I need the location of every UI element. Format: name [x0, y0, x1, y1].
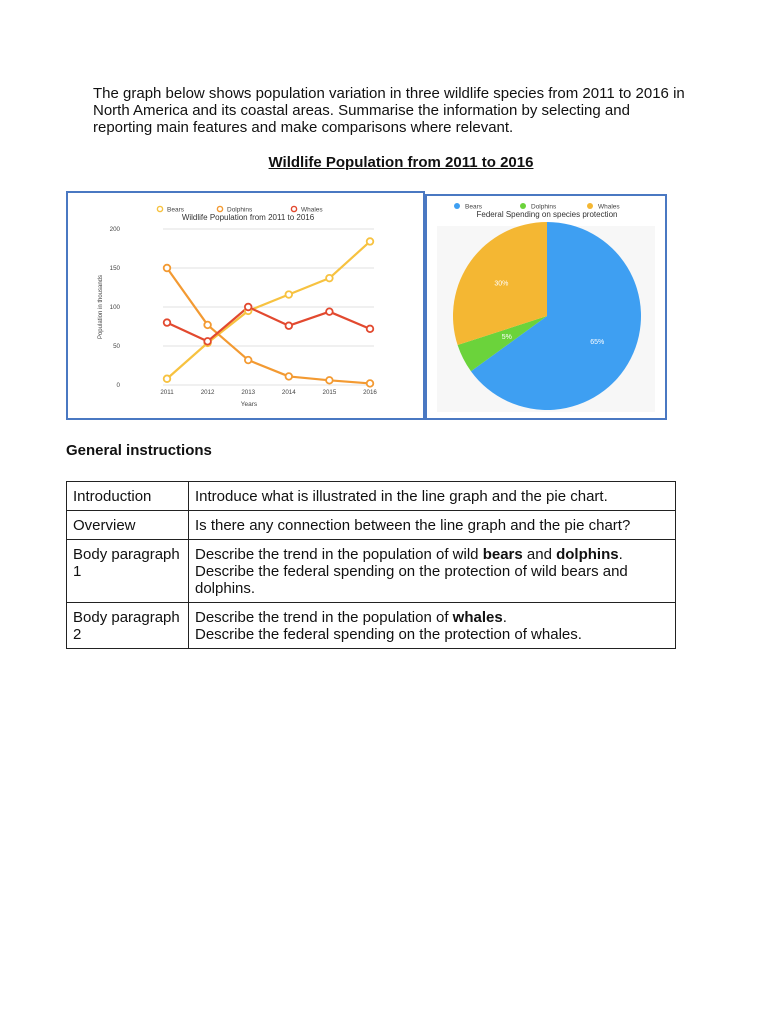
- text-run: Describe the trend in the population of wild: [195, 546, 483, 563]
- table-row: [67, 511, 676, 540]
- text-run: Describe the federal spending on the protection of wild bears and dolphins.: [195, 563, 628, 597]
- section-heading: General instructions: [66, 442, 212, 459]
- description-line: [195, 488, 669, 505]
- text-run: Is there any connection between the line graph and the pie chart?: [195, 517, 631, 534]
- data-point-bears: [326, 275, 333, 282]
- row-description: [189, 540, 676, 603]
- text-run: .: [618, 546, 623, 563]
- y-tick-label: 50: [113, 343, 120, 351]
- y-axis-label: Population in thousands: [98, 274, 104, 340]
- data-point-whales: [326, 308, 333, 315]
- legend-label-whales: Whales: [598, 203, 620, 211]
- text-run: Describe the trend in the population of: [195, 609, 453, 626]
- description-line: [195, 609, 669, 626]
- data-point-dolphins: [286, 373, 293, 380]
- data-point-whales: [245, 304, 252, 311]
- y-tick-label: 0: [116, 382, 120, 390]
- legend-label-bears: Bears: [465, 203, 482, 211]
- y-tick-label: 200: [109, 226, 120, 234]
- emphasis-text: bears: [482, 546, 523, 563]
- line-chart-title: Wildlife Population from 2011 to 2016: [181, 213, 315, 222]
- x-tick-label: 2015: [322, 389, 337, 396]
- legend-marker-dolphins: [217, 206, 222, 211]
- legend-marker-dolphins: [520, 203, 526, 209]
- legend-label-bears: Bears: [167, 206, 184, 214]
- pie-slice-label: 65%: [590, 339, 605, 347]
- legend-marker-bears: [454, 203, 460, 209]
- data-point-bears: [367, 238, 374, 245]
- x-axis-label: Years: [240, 401, 258, 408]
- legend-marker-whales: [291, 206, 296, 211]
- row-label: Body paragraph 2: [67, 603, 189, 649]
- text-run: Describe the federal spending on the protection of whales.: [195, 626, 582, 643]
- document-title: Wildlife Population from 2011 to 2016: [268, 154, 534, 171]
- pie-chart-title: Federal Spending on species protection: [476, 210, 618, 219]
- x-tick-label: 2014: [281, 389, 296, 396]
- legend-marker-bears: [157, 206, 162, 211]
- table-row: [67, 540, 676, 603]
- series-line-dolphins: [167, 268, 370, 383]
- x-tick-label: 2016: [363, 389, 377, 396]
- data-point-whales: [204, 338, 211, 345]
- x-tick-label: 2012: [200, 389, 215, 396]
- data-point-bears: [164, 375, 171, 382]
- emphasis-text: dolphins: [556, 546, 619, 563]
- row-description: [189, 511, 676, 540]
- description-line: [195, 517, 669, 534]
- instructions-table: [66, 481, 676, 649]
- description-line: [195, 563, 669, 597]
- description-line: [195, 546, 669, 563]
- row-label: Overview: [67, 511, 189, 540]
- data-point-whales: [367, 326, 374, 333]
- data-point-dolphins: [245, 357, 252, 364]
- line-chart-panel: [66, 191, 425, 420]
- table-row: [67, 482, 676, 511]
- data-point-whales: [164, 319, 171, 326]
- row-label: Introduction: [67, 482, 189, 511]
- pie-chart: [427, 196, 665, 418]
- data-point-whales: [286, 322, 293, 329]
- x-tick-label: 2013: [241, 389, 256, 396]
- row-description: [189, 482, 676, 511]
- row-description: [189, 603, 676, 649]
- legend-label-dolphins: Dolphins: [531, 203, 557, 211]
- data-point-bears: [286, 291, 293, 298]
- data-point-dolphins: [204, 322, 211, 329]
- pie-chart-panel: [425, 194, 667, 420]
- intro-paragraph: The graph below shows population variation in three wildlife species from 2011 to 2016 in North America and its coastal areas. Summarise the information by selecting and reporting main features and make comparisons where relevant.: [93, 85, 685, 136]
- emphasis-text: whales: [452, 609, 503, 626]
- legend-label-dolphins: Dolphins: [227, 206, 253, 214]
- data-point-dolphins: [326, 377, 333, 384]
- line-chart: [68, 193, 423, 418]
- pie-slice-label: 30%: [494, 280, 509, 288]
- pie-slice-label: 5%: [501, 333, 512, 341]
- y-tick-label: 150: [109, 265, 120, 273]
- description-line: [195, 626, 669, 643]
- data-point-dolphins: [164, 265, 171, 272]
- legend-marker-whales: [587, 203, 593, 209]
- legend-label-whales: Whales: [301, 206, 323, 214]
- text-run: .: [502, 609, 507, 626]
- x-tick-label: 2011: [160, 389, 174, 396]
- text-run: and: [522, 546, 557, 563]
- data-point-dolphins: [367, 380, 374, 387]
- row-label: Body paragraph 1: [67, 540, 189, 603]
- text-run: Introduce what is illustrated in the line graph and the pie chart.: [195, 488, 608, 505]
- y-tick-label: 100: [109, 304, 120, 312]
- table-row: [67, 603, 676, 649]
